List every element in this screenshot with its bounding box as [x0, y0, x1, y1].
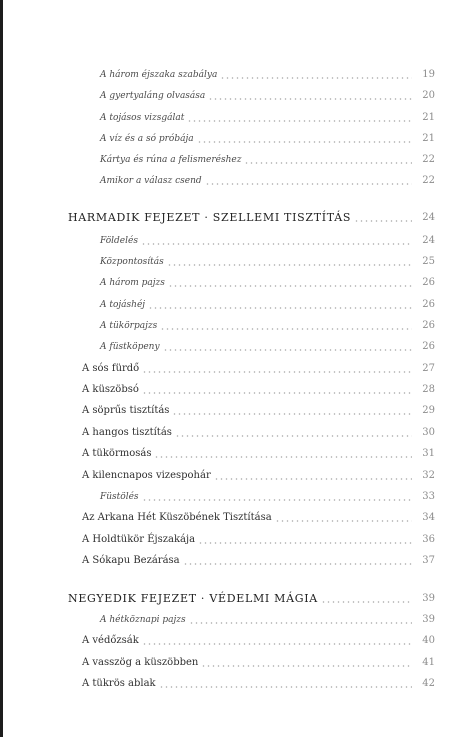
dot-leader — [167, 264, 412, 266]
toc-entry-page: 19 — [422, 69, 435, 80]
toc-entry-page: 26 — [422, 299, 435, 310]
toc-entry[interactable] — [0, 233, 470, 249]
dot-leader — [220, 77, 412, 79]
toc-entry-title: Amikor a válasz csend — [100, 176, 202, 186]
dot-leader — [275, 520, 412, 522]
toc-entry-page: 36 — [422, 534, 435, 545]
toc-entry-page: 32 — [422, 470, 435, 481]
toc-entry[interactable] — [0, 275, 470, 291]
toc-entry[interactable] — [0, 173, 470, 189]
toc-entry-page: 28 — [422, 384, 435, 395]
dot-leader — [205, 183, 412, 185]
toc-entry-title: A hangos tisztítás — [82, 427, 172, 438]
toc-entry-title: A Holdtükör Éjszakája — [82, 534, 196, 545]
toc-entry-title: A három éjszaka szabálya — [100, 70, 218, 80]
toc-entry[interactable] — [0, 532, 470, 548]
dot-leader — [321, 601, 412, 603]
toc-entry-title: A gyertyaláng olvasása — [100, 91, 206, 101]
toc-entry-title: A küszöbsó — [82, 384, 139, 395]
toc-entry-page: 42 — [422, 678, 435, 689]
toc-entry[interactable] — [0, 403, 470, 419]
dot-leader — [198, 542, 412, 544]
toc-entry-title: A tojásos vizsgálat — [100, 113, 185, 123]
toc-entry[interactable] — [0, 510, 470, 526]
toc-entry[interactable] — [0, 489, 470, 505]
toc-entry[interactable] — [0, 131, 470, 147]
toc-entry-title: A tükörpajzs — [100, 321, 158, 331]
toc-entry-page: 26 — [422, 320, 435, 331]
toc-entry-page: 24 — [422, 212, 435, 223]
dot-leader — [142, 499, 412, 501]
toc-entry[interactable] — [0, 655, 470, 671]
toc-entry-title: A három pajzs — [100, 278, 165, 288]
toc-entry-page: 33 — [422, 491, 435, 502]
dot-leader — [148, 307, 412, 309]
toc-entry-page: 21 — [422, 112, 435, 123]
dot-leader — [141, 243, 412, 245]
toc-entry-page: 25 — [422, 256, 435, 267]
toc-entry-title: A füstköpeny — [100, 342, 160, 352]
toc-entry-page: 39 — [422, 593, 435, 604]
toc-entry-title: Füstölés — [100, 492, 139, 502]
toc-entry-title: A söprűs tisztítás — [82, 405, 170, 416]
toc-entry[interactable] — [0, 297, 470, 313]
toc-entry[interactable] — [0, 612, 470, 628]
toc-entry[interactable] — [0, 553, 470, 569]
dot-leader — [142, 643, 412, 645]
toc-entry-page: 27 — [422, 363, 435, 374]
toc-entry[interactable] — [0, 339, 470, 355]
chapter-heading[interactable] — [0, 210, 470, 226]
toc-entry-page: 40 — [422, 635, 435, 646]
toc-entry-title: Földelés — [100, 236, 138, 246]
toc-entry-title: A tükrös ablak — [82, 678, 156, 689]
toc-entry-page: 20 — [422, 90, 435, 101]
dot-leader — [187, 120, 412, 122]
toc-entry-page: 26 — [422, 341, 435, 352]
dot-leader — [197, 141, 412, 143]
toc-entry-title: A tükörmosás — [82, 448, 152, 459]
toc-entry-page: 34 — [422, 512, 435, 523]
toc-entry-title: Kártya és rúna a felismeréshez — [100, 155, 242, 165]
dot-leader — [244, 162, 412, 164]
toc-entry-title: A védőzsák — [82, 635, 139, 646]
toc-entry[interactable] — [0, 67, 470, 83]
toc-entry-page: 26 — [422, 277, 435, 288]
dot-leader — [142, 371, 412, 373]
toc-entry-title: A hétköznapi pajzs — [100, 615, 186, 625]
toc-entry-title: A sós fürdő — [82, 363, 140, 374]
dot-leader — [201, 665, 412, 667]
toc-entry-title: A kilencnapos vizespohár — [82, 470, 211, 481]
toc-entry[interactable] — [0, 88, 470, 104]
toc-entry[interactable] — [0, 446, 470, 462]
toc-entry-page: 41 — [422, 657, 435, 668]
toc-entry[interactable] — [0, 468, 470, 484]
toc-entry[interactable] — [0, 361, 470, 377]
toc-entry-page: 31 — [422, 448, 435, 459]
toc-entry-page: 37 — [422, 555, 435, 566]
dot-leader — [160, 328, 412, 330]
toc-entry[interactable] — [0, 254, 470, 270]
toc-entry[interactable] — [0, 382, 470, 398]
toc-entry-page: 21 — [422, 133, 435, 144]
toc-entry[interactable] — [0, 152, 470, 168]
toc-entry[interactable] — [0, 633, 470, 649]
toc-entry-page: 24 — [422, 235, 435, 246]
toc-entry[interactable] — [0, 110, 470, 126]
toc-entry[interactable] — [0, 318, 470, 334]
chapter-heading[interactable] — [0, 591, 470, 607]
dot-leader — [183, 563, 412, 565]
dot-leader — [142, 392, 412, 394]
toc-entry-title: A tojáshéj — [100, 300, 146, 310]
toc-entry-title: Az Arkana Hét Küszöbének Tisztítása — [82, 512, 272, 523]
toc-entry[interactable] — [0, 676, 470, 692]
chapter-title: NEGYEDIK FEJEZET · VÉDELMI MÁGIA — [68, 592, 318, 605]
toc-entry-title: A Sókapu Bezárása — [82, 555, 180, 566]
dot-leader — [175, 435, 412, 437]
dot-leader — [159, 686, 412, 688]
dot-leader — [154, 456, 412, 458]
dot-leader — [163, 349, 412, 351]
toc-entry-page: 30 — [422, 427, 435, 438]
toc-entry-page: 29 — [422, 405, 435, 416]
toc-entry-title: Központosítás — [100, 257, 164, 267]
toc-entry-page: 22 — [422, 154, 435, 165]
toc-entry-title: A víz és a só próbája — [100, 134, 194, 144]
dot-leader — [214, 478, 412, 480]
dot-leader — [354, 220, 412, 222]
dot-leader — [189, 622, 412, 624]
toc-entry[interactable] — [0, 425, 470, 441]
toc-entry-page: 22 — [422, 175, 435, 186]
dot-leader — [172, 413, 412, 415]
toc-entry-title: A vasszög a küszöbben — [82, 657, 199, 668]
dot-leader — [168, 285, 412, 287]
dot-leader — [208, 98, 412, 100]
chapter-title: HARMADIK FEJEZET · SZELLEMI TISZTÍTÁS — [68, 211, 352, 224]
toc-entry-page: 39 — [422, 614, 435, 625]
